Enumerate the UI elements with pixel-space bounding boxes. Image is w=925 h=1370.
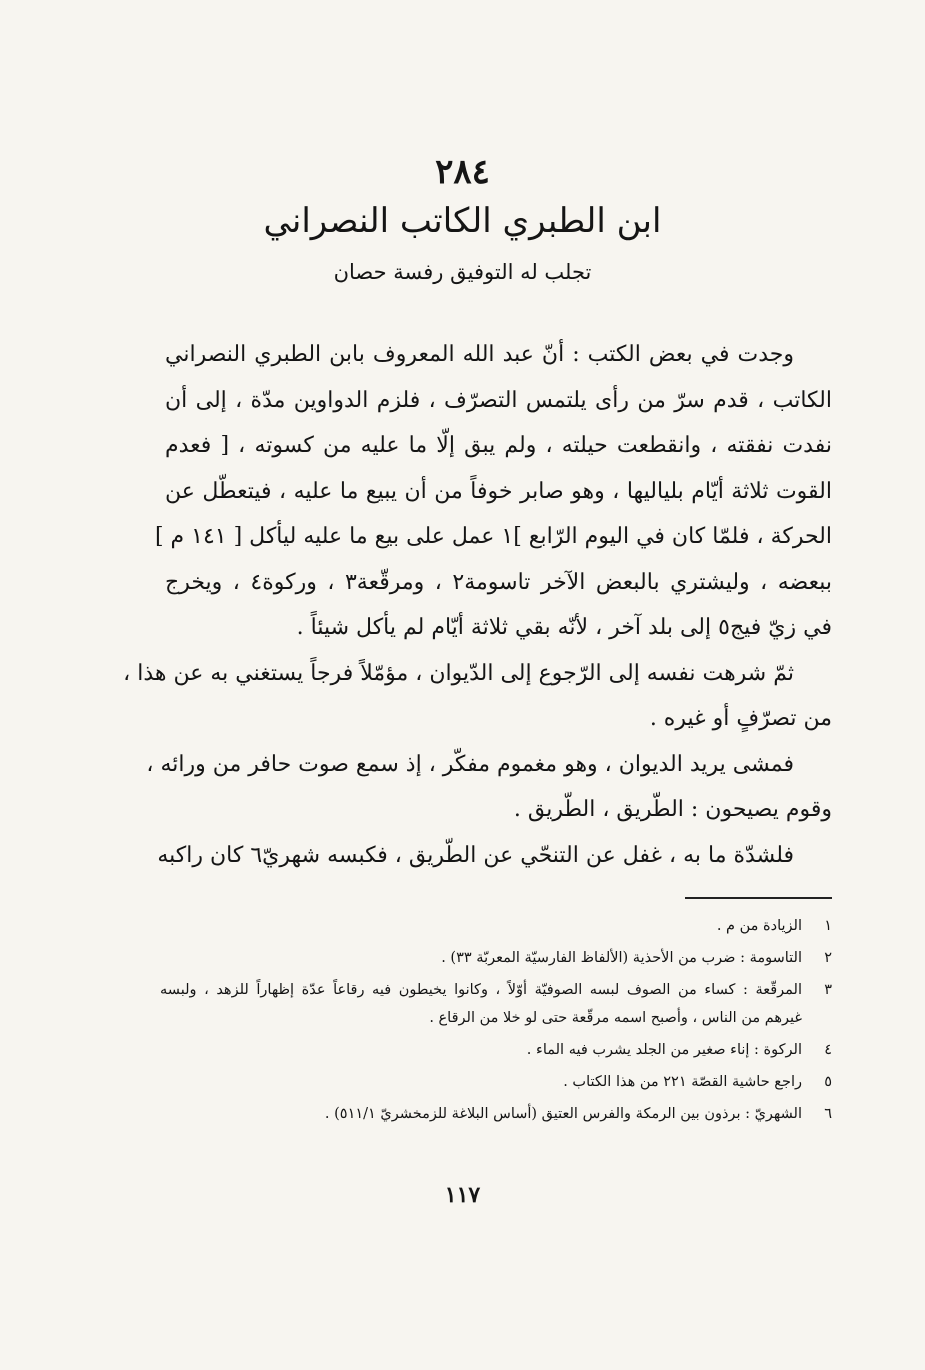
footnote-item [160,912,832,940]
text-line: الكاتب ، قدم سرّ من رأى يلتمس التصرّف ، فلزم الدواوين مدّة ، إلى أن [165,387,832,413]
text-line: نفدت نفقته ، وانقطعت حيلته ، ولم يبق إلّا ما عليه من كسوته ، [ فعدم [165,433,832,458]
text-line: وجدت في بعض الكتب : أنّ عبد الله المعروف بابن الطبري النصراني [165,342,794,367]
story-title: ابن الطبري الكاتب النصراني [263,201,662,241]
text-line: ببعضه ، وليشتري بالبعض الآخر تاسومة٢ ، ومرقّعة٣ ، وركوة٤ ، ويخرج [165,569,833,595]
footnote-text: الزيادة من م . [716,918,802,934]
footnote-divider [685,897,832,899]
footnote-number: ٢ [824,950,832,966]
story-subtitle: تجلب له التوفيق رفسة حصان [333,260,592,284]
footnote-number: ٦ [824,1106,832,1122]
footnote-number: ١ [824,918,832,934]
footnote-item [160,944,832,972]
footnote-number: ٥ [824,1074,832,1090]
footnote-item [160,1068,832,1096]
footnote-item [160,976,832,1004]
text-line: ثمّ شرهت نفسه إلى الرّجوع إلى الدّيوان ، مؤمّلاً فرجاً يستغني به عن هذا ، [123,660,794,686]
footnotes [160,912,832,1128]
text-line: في زيّ فيج٥ إلى بلد آخر ، لأنّه بقي ثلاثة أيّام لم يأكل شيئاً . [296,615,832,640]
text-line: فمشى يريد الديوان ، وهو مغموم مفكّر ، إذ سمع صوت حافر من ورائه ، [146,751,794,777]
footnote-item [160,1100,832,1128]
text-line: القوت ثلاثة أيّام بلياليها ، وهو صابر خوفاً من أن يبيع ما عليه ، فيتعطّل عن [165,478,832,504]
footnote-number: ٣ [824,982,832,998]
text-line: وقوم يصيحون : الطّريق ، الطّريق . [513,797,832,822]
footnote-text: المرقّعة : كساء من الصوف لبسه الصوفيّة أوّلاً ، وكانوا يخيطون فيه رقاعاً عدّة إظهاراً للزهد ، ولبسه [160,982,802,998]
footnote-text: التاسومة : ضرب من الأحذية (الألفاظ الفارسيّة المعربّة ٣٣) . [441,950,802,966]
footnote-number: ٤ [824,1042,832,1058]
page-number: ١١٧ [444,1182,481,1208]
footnote-text: الشهريّ : برذون بين الرمكة والفرس العتيق (أساس البلاغة للزمخشريّ ٥١١/١) . [324,1106,802,1122]
footnote-text: الركوة : إناء صغير من الجلد يشرب فيه الماء . [526,1042,802,1058]
body-text [123,332,833,878]
text-line: فلشدّة ما به ، غفل عن التنحّي عن الطّريق ، فكبسه شهريّ٦ كان راكبه [157,842,794,868]
text-line: الحركة ، فلمّا كان في اليوم الرّابع ]١ عمل على بيع ما عليه ليأكل [ ١٤١ م ] [154,524,832,549]
footnote-item [160,1036,832,1064]
text-line: من تصرّفٍ أو غيره . [649,706,832,731]
footnote-text: راجع حاشية القصّة ٢٢١ من هذا الكتاب . [563,1074,802,1090]
footnote-continuation: غيرهم من الناس ، وأصبح اسمه مرقّعة حتى لو خلا من الرقاع . [429,1010,802,1026]
story-number: ٢٨٤ [435,152,490,192]
